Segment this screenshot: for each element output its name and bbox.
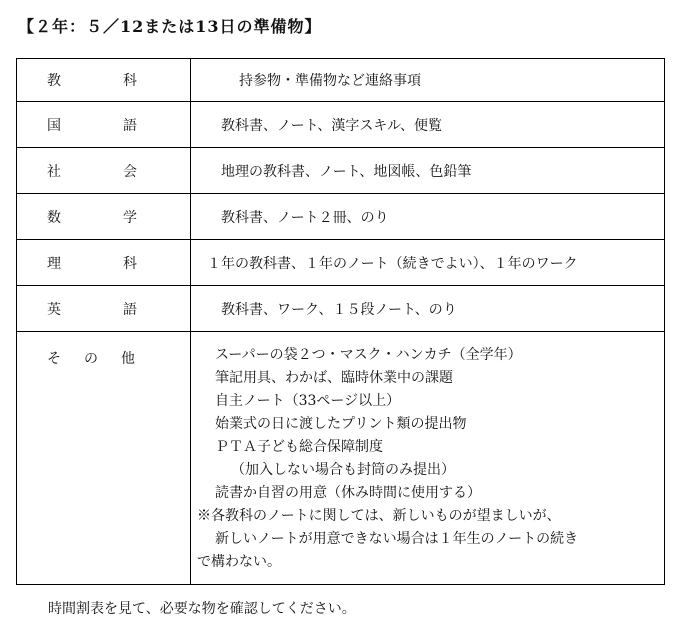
subject-char: 理 (47, 255, 61, 272)
other-note-line: で構わない。 (197, 554, 281, 570)
subject-char: 語 (123, 117, 137, 134)
other-line: 読書か自習の用意（休み時間に使用する） (215, 485, 481, 501)
subject-cell (17, 286, 191, 332)
items-cell: 教科書、ワーク、１５段ノート、のり (191, 286, 665, 332)
subject-cell (17, 148, 191, 194)
other-line: 筆記用具、わかば、臨時休業中の課題 (215, 370, 453, 386)
subject-char: そ (47, 351, 61, 367)
table-row-social (17, 148, 665, 194)
supplies-table (16, 58, 665, 585)
subject-char: 国 (47, 117, 61, 134)
other-line: 自主ノート（33ページ以上） (215, 393, 401, 409)
subject-char: 科 (123, 255, 137, 272)
other-line: スーパーの袋２つ・マスク・ハンカチ（全学年） (215, 347, 522, 363)
subject-char: 数 (47, 209, 61, 226)
subject-char: 社 (47, 163, 61, 180)
items-cell: 教科書、ノート２冊、のり (191, 194, 665, 240)
other-line: 始業式の日に渡したプリント類の提出物 (215, 416, 467, 432)
items-cell: １年の教科書、１年のノート（続きでよい）、１年のワーク (191, 240, 665, 286)
subject-char: 学 (123, 209, 137, 226)
items-cell: 教科書、ノート、漢字スキル、便覧 (191, 102, 665, 148)
items-cell: 地理の教科書、ノート、地図帳、色鉛筆 (191, 148, 665, 194)
subject-header-char: 科 (123, 73, 137, 89)
table-row-other (17, 332, 665, 585)
subject-char: の (84, 351, 98, 367)
subject-char: 会 (123, 163, 137, 180)
other-line: ＰＴＡ子ども総合保障制度 (215, 439, 383, 455)
other-items-cell (191, 332, 665, 585)
footer-note: 時間割表を見て、必要な物を確認してください。 (48, 601, 356, 617)
other-line: （加入しない場合も封筒のみ提出） (231, 462, 455, 478)
subject-cell (17, 102, 191, 148)
table-row-english (17, 286, 665, 332)
page-title: 【２年：５／12または13日の準備物】 (18, 17, 322, 36)
subject-header-char: 教 (47, 73, 61, 89)
subject-char: 他 (121, 351, 135, 367)
subject-cell (17, 194, 191, 240)
subject-char: 語 (123, 301, 137, 318)
subject-header-cell (17, 59, 191, 102)
table-row-science (17, 240, 665, 286)
other-note-line: ※各教科のノートに関しては、新しいものが望ましいが、 (197, 508, 561, 524)
items-header-cell: 持参物・準備物など連絡事項 (191, 59, 665, 102)
other-note-line: 新しいノートが用意できない場合は１年生のノートの続き (215, 531, 579, 547)
subject-char: 英 (47, 301, 61, 318)
table-header-row (17, 59, 665, 102)
table-row-japanese (17, 102, 665, 148)
subject-cell (17, 240, 191, 286)
subject-cell (17, 332, 191, 585)
table-row-math (17, 194, 665, 240)
